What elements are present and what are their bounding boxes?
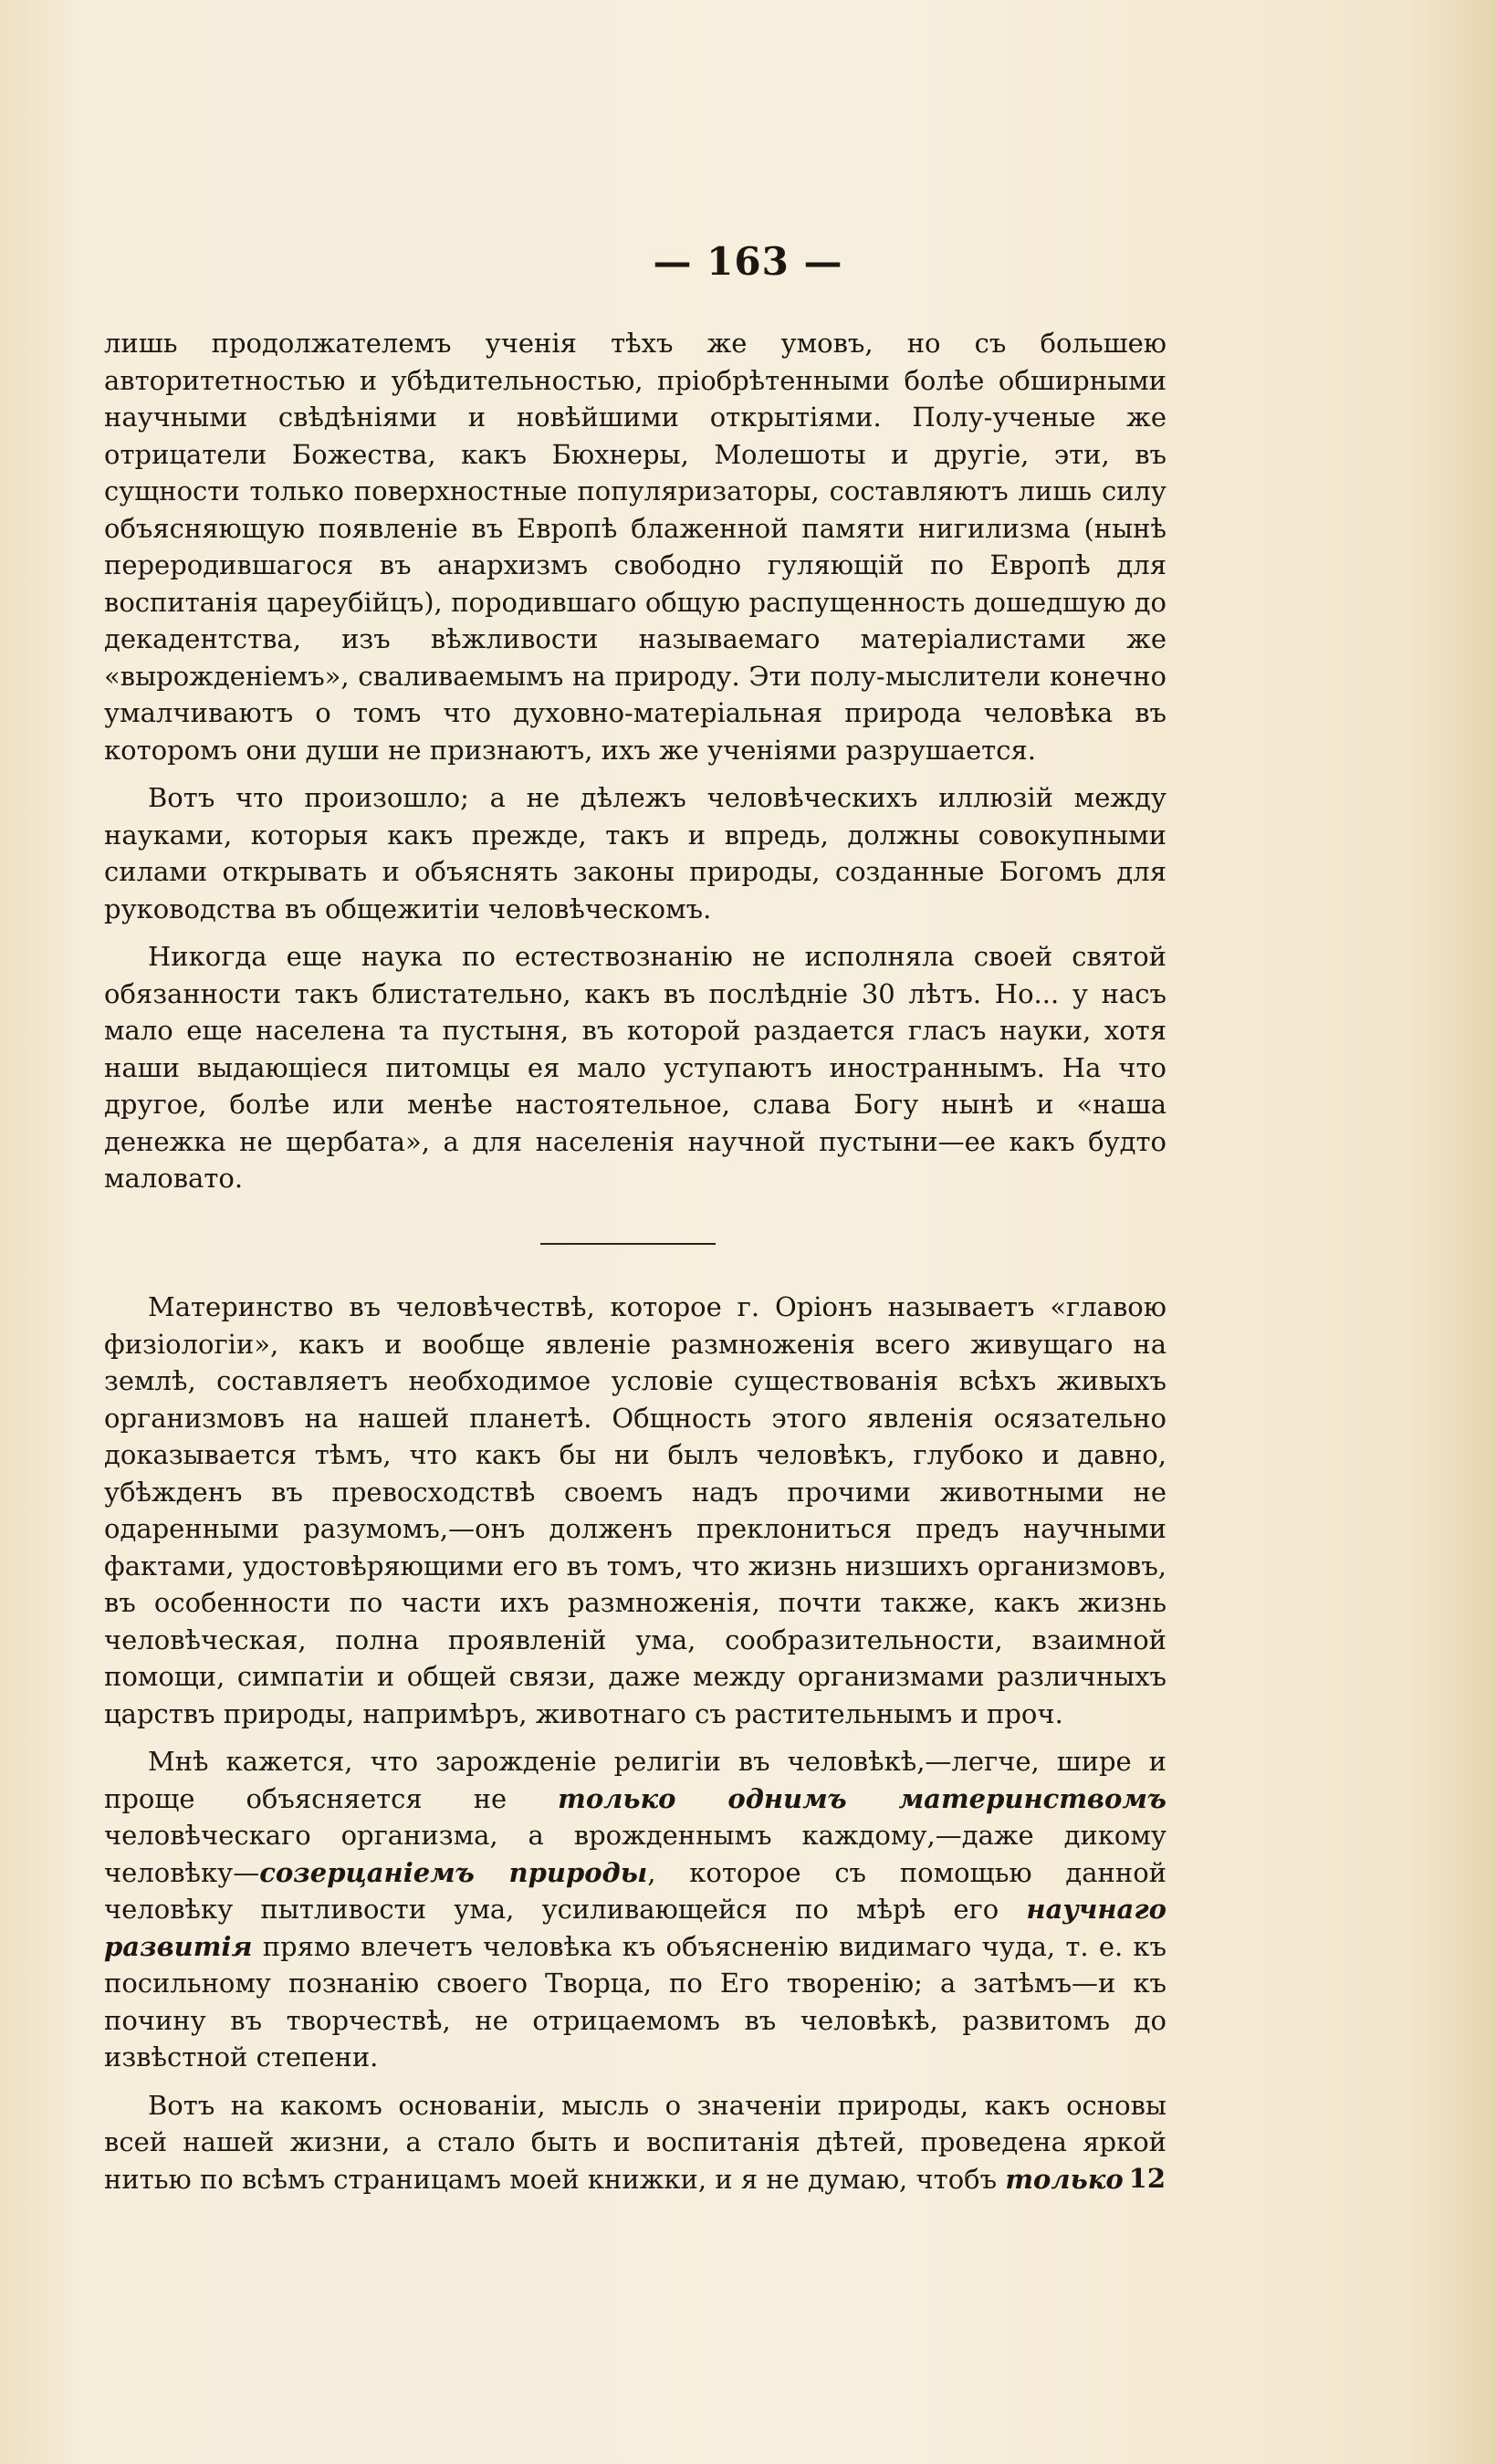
italic-emphasis: созерцаніемъ природы (259, 1856, 648, 1888)
page-number: — 163 — (653, 239, 843, 284)
section-divider (540, 1243, 716, 1245)
text-run: человѣческаго организма, а врожденнымъ каждому,—даже дикому человѣку— (104, 1820, 1166, 1888)
paragraph (104, 1743, 1166, 2076)
text-run: Мнѣ кажется, что зарожденіе религіи въ человѣкѣ,—легче, шире и проще объясняется не (104, 1746, 1166, 1814)
text-run: , которое съ помощью данной человѣку пытливости ума, усиливающейся по мѣрѣ его (104, 1856, 1166, 1925)
signature-mark: 12 (1128, 2163, 1166, 2194)
paragraph: Материнство въ человѣчествѣ, которое г. Оріонъ называетъ «главою физіологіи», какъ и вообще явленіе размноженія всего живущаго на землѣ, составляетъ необходимое условіе существованія всѣхъ живыхъ организмовъ на нашей планетѣ. Общность этого явленія осязательно доказывается тѣмъ, что какъ бы ни былъ человѣкъ, глубоко и давно, убѣжденъ въ превосходствѣ своемъ надъ прочими животными не одаренными разумомъ,—онъ долженъ преклониться предъ научными фактами, удостовѣряющими его въ томъ, что жизнь низшихъ организмовъ, въ особенности по части ихъ размноженія, почти также, какъ жизнь человѣческая, полна проявленій ума, сообразительности, взаимной помощи, симпатіи и общей связи, даже между организмами различныхъ царствъ природы, напримѣръ, животнаго съ растительнымъ и проч. (104, 1291, 1166, 1729)
paragraph: Никогда еще наука по естествознанію не исполняла своей святой обязанности такъ блистательно, какъ въ послѣдніе 30 лѣтъ. Но... у насъ мало еще населена та пустыня, въ которой раздается гласъ науки, хотя наши выдающіеся питомцы ея мало уступаютъ иностраннымъ. На что другое, болѣе или менѣе настоятельное, слава Богу нынѣ и «наша денежка не щербата», а для населенія научной пустыни—ее какъ будто маловато. (104, 941, 1166, 1194)
text-run: прямо влечетъ человѣка къ объясненію видимаго чуда, т. е. къ посильному познанію своего Творца, по Его творенію; а затѣмъ—и къ почину въ творчествѣ, не отрицаемомъ въ человѣкѣ, развитомъ до извѣстной степени. (104, 1930, 1166, 2072)
italic-emphasis: только (1005, 2163, 1124, 2195)
text-section-one (104, 325, 1166, 1197)
paragraph: лишь продолжателемъ ученія тѣхъ же умовъ, но съ большею авторитетностью и убѣдительностью, пріобрѣтенными болѣе обширными научными свѣдѣніями и новѣйшими открытіями. Полу-ученые же отрицатели Божества, какъ Бюхнеры, Молешоты и другіе, эти, въ сущности только поверхностные популяризаторы, составляютъ лишь силу объясняющую появленіе въ Европѣ блаженной памяти нигилизма (нынѣ переродившагося въ анархизмъ свободно гуляющій по Европѣ для воспитанія цареубійцъ), породившаго общую распущенность дошедшую до декадентства, изъ вѣжливости называемаго матеріалистами же «вырожденіемъ», сваливаемымъ на природу. Эти полу-мыслители конечно умалчиваютъ о томъ что духовно-матеріальная природа человѣка въ которомъ они души не признаютъ, ихъ же ученіями разрушается. (104, 328, 1166, 766)
paragraph (104, 2087, 1166, 2198)
paragraph: Вотъ что произошло; а не дѣлежъ человѣческихъ иллюзій между науками, которыя какъ прежде, такъ и впредь, должны совокупными силами открывать и объяснять законы природы, созданные Богомъ для руководства въ общежитіи человѣческомъ. (104, 782, 1166, 924)
text-run: Вотъ на какомъ основаніи, мысль о значеніи природы, какъ основы всей нашей жизни, а стало быть и воспитанія дѣтей, проведена яркой нитью по всѣмъ страницамъ моей книжки, и я не думаю, чтобъ (104, 2089, 1166, 2195)
italic-emphasis: только однимъ материнствомъ (558, 1782, 1166, 1814)
text-section-two (104, 1289, 1166, 2198)
italic-emphasis: научнаго развитія (104, 1894, 1166, 1962)
